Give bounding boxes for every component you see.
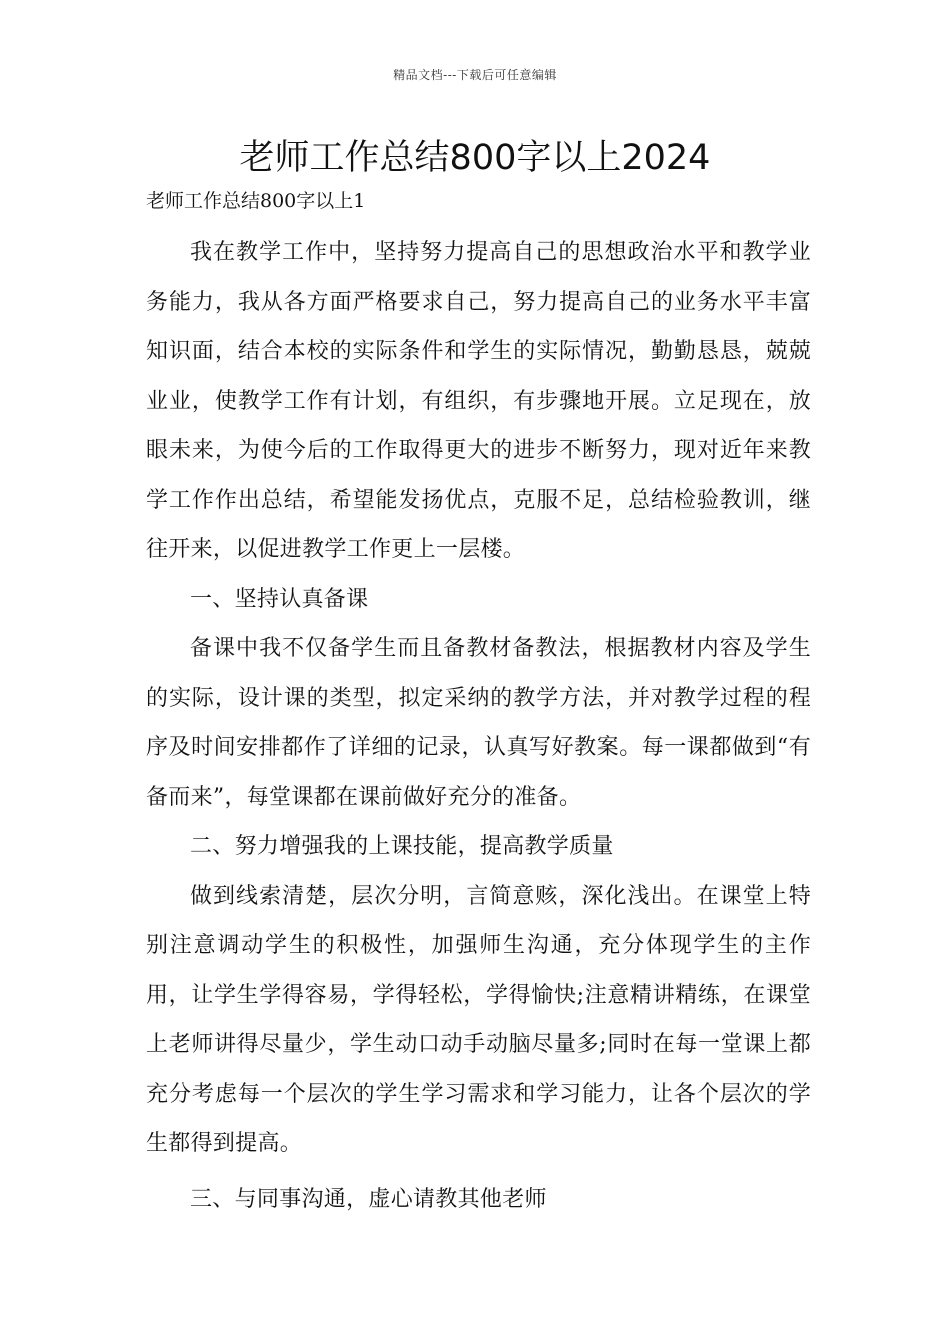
paragraph-teaching-quality: 做到线索清楚，层次分明，言简意赅，深化浅出。在课堂上特别注意调动学生的积极性，加强师生沟通，充分体现学生的主作用，让学生学得容易，学得轻松，学得愉快;注意精讲精练，在课堂上老师讲得尽量少，学生动口动手动脑尽量多;同时在每一堂课上都充分考虑每一个层次的学生学习需求和学习能力，让各个层次的学生都得到提高。 <box>146 883 811 1156</box>
paragraph-lesson-prep: 备课中我不仅备学生而且备教材备教法，根据教材内容及学生的实际，设计课的类型，拟定采纳的教学方法，并对教学过程的程序及时间安排都作了详细的记录，认真写好教案。每一课都做到“有备而来”，每堂课都在课前做好充分的准备。 <box>146 636 811 810</box>
paragraph-intro: 我在教学工作中，坚持努力提高自己的思想政治水平和教学业务能力，我从各方面严格要求自己，努力提高自己的业务水平丰富知识面，结合本校的实际条件和学生的实际情况，勤勤恳恳，兢兢业业，使教学工作有计划，有组织，有步骤地开展。立足现在，放眼未来，为使今后的工作取得更大的进步不断努力，现对近年来教学工作作出总结，希望能发扬优点，克服不足，总结检验教训，继往开来，以促进教学工作更上一层楼。 <box>146 240 811 562</box>
section-heading-1: 一、坚持认真备课 <box>190 586 369 612</box>
document-subtitle: 老师工作总结800字以上1 <box>146 190 366 212</box>
document-title: 老师工作总结800字以上2024 <box>239 138 711 178</box>
document-body <box>146 228 811 1224</box>
page-header: 精品文档---下载后可任意编辑 <box>393 68 557 82</box>
section-heading-3: 三、与同事沟通，虚心请教其他老师 <box>190 1186 547 1212</box>
section-heading-2: 二、努力增强我的上课技能，提高教学质量 <box>190 834 614 859</box>
